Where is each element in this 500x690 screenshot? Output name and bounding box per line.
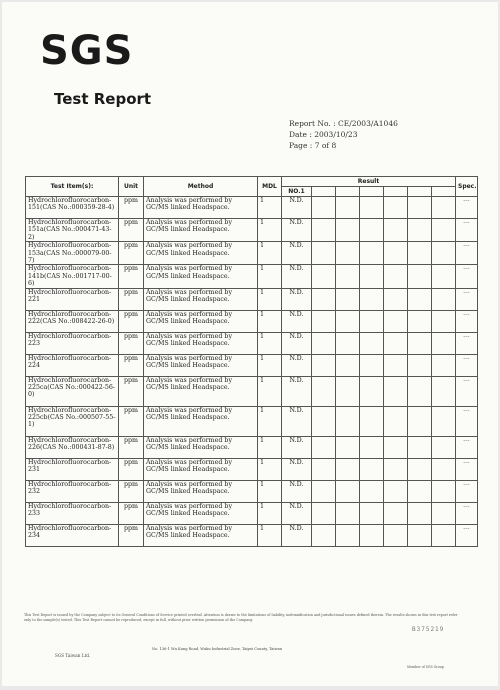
spec-cell: ---	[456, 436, 478, 458]
method-cell: Analysis was performed by GC/MS linked Headspace.	[144, 310, 258, 332]
result-cell: N.D.	[282, 310, 312, 332]
empty-result-cell	[408, 458, 432, 480]
mdl-cell: 1	[258, 376, 282, 406]
mdl-cell: 1	[258, 242, 282, 265]
table-row	[26, 310, 478, 332]
empty-result-cell	[360, 197, 384, 219]
header-spec: Spec.	[456, 177, 478, 197]
spec-cell: ---	[456, 458, 478, 480]
method-cell: Analysis was performed by GC/MS linked Headspace.	[144, 480, 258, 502]
result-cell: N.D.	[282, 288, 312, 310]
mdl-cell: 1	[258, 458, 282, 480]
document-serial-code: B375219	[412, 626, 445, 633]
method-cell: Analysis was performed by GC/MS linked Headspace.	[144, 458, 258, 480]
footer-address: No. 136-1 Wu Kung Road, Wuku Industrial Zone, Taipei County, Taiwan	[152, 647, 283, 651]
spec-cell: ---	[456, 242, 478, 265]
empty-result-cell	[336, 197, 360, 219]
mdl-cell: 1	[258, 265, 282, 288]
unit-cell: ppm	[119, 219, 144, 242]
empty-result-cell	[360, 354, 384, 376]
unit-cell: ppm	[119, 406, 144, 436]
header-method: Method	[144, 177, 258, 197]
method-cell: Analysis was performed by GC/MS linked Headspace.	[144, 332, 258, 354]
empty-result-cell	[360, 406, 384, 436]
empty-result-cell	[384, 197, 408, 219]
empty-result-cell	[384, 436, 408, 458]
empty-result-cell	[336, 436, 360, 458]
test-item-cell: Hydrochlorofluorocarbon-226(CAS No.:000431-87-8)	[26, 436, 119, 458]
empty-result-cell	[360, 524, 384, 546]
spec-cell: ---	[456, 310, 478, 332]
mdl-cell: 1	[258, 332, 282, 354]
mdl-cell: 1	[258, 197, 282, 219]
empty-result-cell	[312, 524, 336, 546]
empty-result-cell	[432, 354, 456, 376]
empty-result-cell	[384, 242, 408, 265]
empty-result-cell	[360, 436, 384, 458]
empty-result-cell	[312, 242, 336, 265]
method-cell: Analysis was performed by GC/MS linked Headspace.	[144, 219, 258, 242]
empty-result-cell	[312, 406, 336, 436]
report-number: Report No. : CE/2003/A1046	[289, 119, 398, 128]
empty-result-cell	[432, 376, 456, 406]
empty-result-cell	[432, 332, 456, 354]
test-item-cell: Hydrochlorofluorocarbon-151(CAS No.:000359-28-4)	[26, 197, 119, 219]
result-cell: N.D.	[282, 219, 312, 242]
empty-result-cell	[336, 219, 360, 242]
empty-result-cell	[312, 197, 336, 219]
empty-result-cell	[312, 332, 336, 354]
empty-result-cell	[312, 458, 336, 480]
spec-cell: ---	[456, 406, 478, 436]
report-page-number: Page : 7 of 8	[289, 141, 337, 150]
method-cell: Analysis was performed by GC/MS linked Headspace.	[144, 406, 258, 436]
spec-cell: ---	[456, 354, 478, 376]
table-row	[26, 219, 478, 242]
report-meta	[289, 118, 398, 151]
method-cell: Analysis was performed by GC/MS linked Headspace.	[144, 524, 258, 546]
empty-result-cell	[336, 265, 360, 288]
empty-result-cell	[312, 502, 336, 524]
sgs-logo: SGS	[40, 28, 134, 74]
empty-result-cell	[360, 310, 384, 332]
result-cell: N.D.	[282, 197, 312, 219]
spec-cell: ---	[456, 502, 478, 524]
empty-result-cell	[336, 310, 360, 332]
empty-result-cell	[408, 524, 432, 546]
header-mdl: MDL	[258, 177, 282, 197]
test-item-cell: Hydrochlorofluorocarbon-225cb(CAS No.:000507-55-1)	[26, 406, 119, 436]
empty-result-cell	[336, 502, 360, 524]
spec-cell: ---	[456, 480, 478, 502]
empty-result-cell	[312, 288, 336, 310]
empty-result-cell	[408, 219, 432, 242]
method-cell: Analysis was performed by GC/MS linked Headspace.	[144, 502, 258, 524]
spec-cell: ---	[456, 219, 478, 242]
empty-result-cell	[408, 242, 432, 265]
empty-result-cell	[312, 310, 336, 332]
empty-result-cell	[336, 354, 360, 376]
header-test-item: Test Item(s):	[26, 177, 119, 197]
table-row	[26, 376, 478, 406]
header-unit: Unit	[119, 177, 144, 197]
empty-result-cell	[360, 242, 384, 265]
mdl-cell: 1	[258, 436, 282, 458]
empty-result-cell	[432, 524, 456, 546]
unit-cell: ppm	[119, 480, 144, 502]
report-date: Date : 2003/10/23	[289, 130, 358, 139]
unit-cell: ppm	[119, 265, 144, 288]
result-cell: N.D.	[282, 265, 312, 288]
result-cell: N.D.	[282, 458, 312, 480]
test-item-cell: Hydrochlorofluorocarbon-151a(CAS No.:000471-43-2)	[26, 219, 119, 242]
results-table	[25, 176, 478, 547]
footer-company: SGS Taiwan Ltd.	[55, 653, 91, 658]
empty-result-cell	[360, 288, 384, 310]
unit-cell: ppm	[119, 502, 144, 524]
result-cell: N.D.	[282, 406, 312, 436]
unit-cell: ppm	[119, 332, 144, 354]
empty-result-cell	[360, 502, 384, 524]
test-item-cell: Hydrochlorofluorocarbon-225ca(CAS No.:000422-56-0)	[26, 376, 119, 406]
table-row	[26, 436, 478, 458]
result-cell: N.D.	[282, 376, 312, 406]
spec-cell: ---	[456, 288, 478, 310]
empty-result-cell	[432, 458, 456, 480]
mdl-cell: 1	[258, 524, 282, 546]
empty-result-cell	[336, 480, 360, 502]
test-item-cell: Hydrochlorofluorocarbon-232	[26, 480, 119, 502]
test-item-cell: Hydrochlorofluorocarbon-224	[26, 354, 119, 376]
footer-disclaimer: This Test Report is issued by the Company subject to its General Conditions of Service printed overleaf. Attention is drawn to the limitations of liability, indemnification and jurisdictional issues defined therein. The results shown in this test report refer only to the sample(s) tested. This Test Report cannot be reproduced, except in full, without prior written permission of the Company.	[24, 613, 458, 622]
result-cell: N.D.	[282, 480, 312, 502]
table-row	[26, 354, 478, 376]
method-cell: Analysis was performed by GC/MS linked Headspace.	[144, 242, 258, 265]
table-row	[26, 458, 478, 480]
empty-result-cell	[408, 265, 432, 288]
empty-result-cell	[408, 332, 432, 354]
empty-result-cell	[336, 376, 360, 406]
mdl-cell: 1	[258, 354, 282, 376]
method-cell: Analysis was performed by GC/MS linked Headspace.	[144, 288, 258, 310]
spec-cell: ---	[456, 332, 478, 354]
empty-result-cell	[312, 436, 336, 458]
empty-result-cell	[312, 265, 336, 288]
empty-result-cell	[312, 354, 336, 376]
mdl-cell: 1	[258, 288, 282, 310]
empty-result-cell	[384, 376, 408, 406]
empty-result-cell	[360, 458, 384, 480]
table-row	[26, 288, 478, 310]
mdl-cell: 1	[258, 502, 282, 524]
table-row	[26, 242, 478, 265]
table-row	[26, 197, 478, 219]
result-cell: N.D.	[282, 436, 312, 458]
test-item-cell: Hydrochlorofluorocarbon-153a(CAS No.:000079-00-7)	[26, 242, 119, 265]
empty-result-cell	[312, 219, 336, 242]
empty-result-cell	[336, 332, 360, 354]
test-item-cell: Hydrochlorofluorocarbon-222(CAS No.:008422-26-0)	[26, 310, 119, 332]
mdl-cell: 1	[258, 310, 282, 332]
empty-result-cell	[408, 197, 432, 219]
mdl-cell: 1	[258, 219, 282, 242]
unit-cell: ppm	[119, 458, 144, 480]
empty-result-cell	[408, 310, 432, 332]
empty-result-cell	[408, 480, 432, 502]
empty-result-cell	[360, 480, 384, 502]
empty-result-cell	[408, 354, 432, 376]
unit-cell: ppm	[119, 242, 144, 265]
unit-cell: ppm	[119, 524, 144, 546]
result-cell: N.D.	[282, 354, 312, 376]
empty-result-cell	[360, 265, 384, 288]
test-item-cell: Hydrochlorofluorocarbon-233	[26, 502, 119, 524]
test-item-cell: Hydrochlorofluorocarbon-234	[26, 524, 119, 546]
unit-cell: ppm	[119, 288, 144, 310]
empty-result-cell	[432, 480, 456, 502]
unit-cell: ppm	[119, 354, 144, 376]
footer-member-note: Member of SGS Group	[407, 665, 444, 669]
results-table-body	[26, 197, 478, 547]
empty-result-cell	[408, 288, 432, 310]
result-cell: N.D.	[282, 332, 312, 354]
empty-result-cell	[336, 524, 360, 546]
empty-result-cell	[384, 480, 408, 502]
method-cell: Analysis was performed by GC/MS linked Headspace.	[144, 197, 258, 219]
report-page	[2, 2, 498, 686]
empty-result-cell	[360, 332, 384, 354]
method-cell: Analysis was performed by GC/MS linked Headspace.	[144, 376, 258, 406]
empty-result-cell	[432, 197, 456, 219]
empty-result-cell	[384, 524, 408, 546]
empty-result-cell	[408, 502, 432, 524]
empty-result-cell	[432, 242, 456, 265]
table-row	[26, 332, 478, 354]
empty-result-cell	[384, 219, 408, 242]
header-no1: NO.1	[282, 187, 312, 197]
result-cell: N.D.	[282, 242, 312, 265]
empty-result-cell	[384, 265, 408, 288]
empty-result-cell	[360, 219, 384, 242]
method-cell: Analysis was performed by GC/MS linked Headspace.	[144, 265, 258, 288]
table-row	[26, 502, 478, 524]
empty-result-cell	[312, 376, 336, 406]
empty-result-cell	[384, 354, 408, 376]
empty-result-cell	[432, 406, 456, 436]
header-result: Result	[282, 177, 456, 187]
empty-result-cell	[384, 332, 408, 354]
spec-cell: ---	[456, 376, 478, 406]
spec-cell: ---	[456, 265, 478, 288]
spec-cell: ---	[456, 197, 478, 219]
table-row	[26, 265, 478, 288]
empty-result-cell	[432, 288, 456, 310]
empty-result-cell	[408, 436, 432, 458]
empty-result-cell	[336, 406, 360, 436]
empty-result-cell	[408, 376, 432, 406]
mdl-cell: 1	[258, 480, 282, 502]
result-cell: N.D.	[282, 524, 312, 546]
method-cell: Analysis was performed by GC/MS linked Headspace.	[144, 436, 258, 458]
test-item-cell: Hydrochlorofluorocarbon-221	[26, 288, 119, 310]
unit-cell: ppm	[119, 376, 144, 406]
table-row	[26, 524, 478, 546]
empty-result-cell	[432, 219, 456, 242]
unit-cell: ppm	[119, 436, 144, 458]
empty-result-cell	[432, 436, 456, 458]
unit-cell: ppm	[119, 310, 144, 332]
empty-result-cell	[384, 502, 408, 524]
empty-result-cell	[432, 310, 456, 332]
report-title: Test Report	[54, 90, 152, 108]
mdl-cell: 1	[258, 406, 282, 436]
empty-result-cell	[384, 288, 408, 310]
table-row	[26, 406, 478, 436]
spec-cell: ---	[456, 524, 478, 546]
empty-result-cell	[384, 458, 408, 480]
empty-result-cell	[432, 502, 456, 524]
empty-result-cell	[336, 458, 360, 480]
method-cell: Analysis was performed by GC/MS linked Headspace.	[144, 354, 258, 376]
empty-result-cell	[360, 376, 384, 406]
empty-result-cell	[432, 265, 456, 288]
test-item-cell: Hydrochlorofluorocarbon-141b(CAS No.:001717-00-6)	[26, 265, 119, 288]
table-row	[26, 480, 478, 502]
empty-result-cell	[336, 288, 360, 310]
test-item-cell: Hydrochlorofluorocarbon-223	[26, 332, 119, 354]
unit-cell: ppm	[119, 197, 144, 219]
empty-result-cell	[384, 406, 408, 436]
empty-result-cell	[408, 406, 432, 436]
empty-result-cell	[384, 310, 408, 332]
empty-result-cell	[336, 242, 360, 265]
result-cell: N.D.	[282, 502, 312, 524]
empty-result-cell	[312, 480, 336, 502]
test-item-cell: Hydrochlorofluorocarbon-231	[26, 458, 119, 480]
